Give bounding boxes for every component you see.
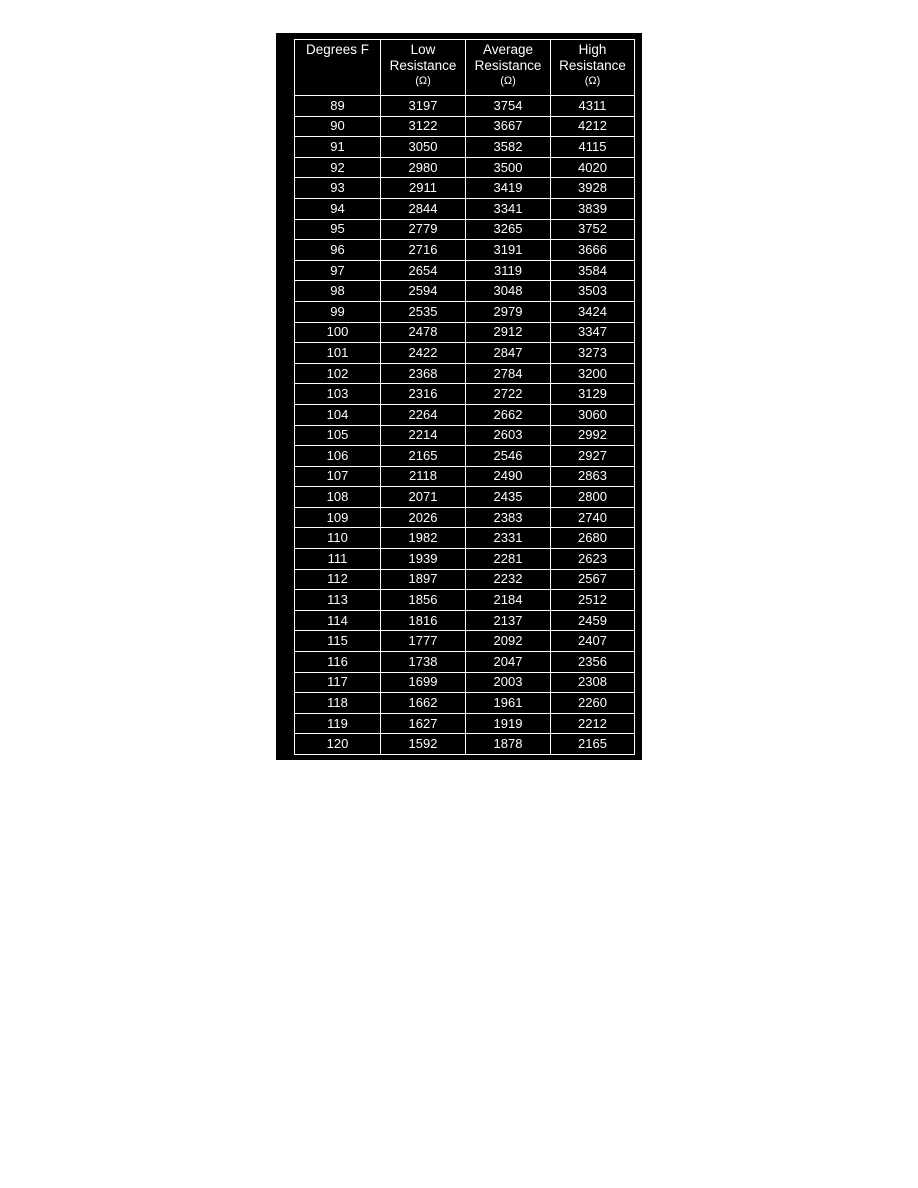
low-resistance-cell: 2264 bbox=[381, 404, 466, 425]
table-row bbox=[295, 157, 635, 178]
degrees-f-cell: 105 bbox=[295, 425, 381, 446]
degrees-f-cell: 118 bbox=[295, 693, 381, 714]
table-row bbox=[295, 507, 635, 528]
header-line1: High bbox=[578, 42, 607, 57]
degrees-f-cell: 99 bbox=[295, 301, 381, 322]
degrees-f-cell: 102 bbox=[295, 363, 381, 384]
average-resistance-cell: 1919 bbox=[466, 713, 551, 734]
high-resistance-cell: 2800 bbox=[551, 487, 635, 508]
table-row bbox=[295, 631, 635, 652]
average-resistance-cell: 1961 bbox=[466, 693, 551, 714]
high-resistance-cell: 2740 bbox=[551, 507, 635, 528]
header-unit: (Ω) bbox=[584, 75, 601, 87]
high-resistance-cell: 3273 bbox=[551, 343, 635, 364]
degrees-f-cell: 119 bbox=[295, 713, 381, 734]
table-row bbox=[295, 343, 635, 364]
header-unit: (Ω) bbox=[415, 75, 431, 87]
low-resistance-cell: 1897 bbox=[381, 569, 466, 590]
average-resistance-cell: 2047 bbox=[466, 652, 551, 673]
low-resistance-cell: 2165 bbox=[381, 446, 466, 467]
header-line1: Average bbox=[482, 42, 534, 57]
table-row bbox=[295, 219, 635, 240]
low-resistance-cell: 1816 bbox=[381, 610, 466, 631]
high-resistance-cell: 4311 bbox=[551, 96, 635, 117]
degrees-f-cell: 101 bbox=[295, 343, 381, 364]
average-resistance-cell: 2331 bbox=[466, 528, 551, 549]
table-row bbox=[295, 240, 635, 261]
high-resistance-cell: 2863 bbox=[551, 466, 635, 487]
degrees-f-cell: 93 bbox=[295, 178, 381, 199]
header-line2: Resistance bbox=[474, 58, 542, 73]
low-resistance-cell: 2535 bbox=[381, 301, 466, 322]
header-high-resistance bbox=[551, 40, 635, 96]
low-resistance-cell: 2316 bbox=[381, 384, 466, 405]
low-resistance-cell: 2911 bbox=[381, 178, 466, 199]
low-resistance-cell: 2026 bbox=[381, 507, 466, 528]
low-resistance-cell: 1699 bbox=[381, 672, 466, 693]
average-resistance-cell: 2490 bbox=[466, 466, 551, 487]
high-resistance-cell: 3928 bbox=[551, 178, 635, 199]
high-resistance-cell: 2623 bbox=[551, 549, 635, 570]
average-resistance-cell: 2979 bbox=[466, 301, 551, 322]
high-resistance-cell: 2459 bbox=[551, 610, 635, 631]
average-resistance-cell: 3500 bbox=[466, 157, 551, 178]
table-row bbox=[295, 363, 635, 384]
low-resistance-cell: 1939 bbox=[381, 549, 466, 570]
high-resistance-cell: 4020 bbox=[551, 157, 635, 178]
high-resistance-cell: 3503 bbox=[551, 281, 635, 302]
high-resistance-cell: 2356 bbox=[551, 652, 635, 673]
high-resistance-cell: 2992 bbox=[551, 425, 635, 446]
degrees-f-cell: 97 bbox=[295, 260, 381, 281]
header-degrees-f bbox=[295, 40, 381, 96]
table-row bbox=[295, 693, 635, 714]
average-resistance-cell: 2546 bbox=[466, 446, 551, 467]
degrees-f-cell: 104 bbox=[295, 404, 381, 425]
header-line1: Degrees F bbox=[305, 42, 370, 57]
table-row bbox=[295, 198, 635, 219]
average-resistance-cell: 2092 bbox=[466, 631, 551, 652]
header-unit: (Ω) bbox=[500, 75, 516, 87]
low-resistance-cell: 1856 bbox=[381, 590, 466, 611]
degrees-f-cell: 120 bbox=[295, 734, 381, 755]
low-resistance-cell: 1982 bbox=[381, 528, 466, 549]
table-row bbox=[295, 404, 635, 425]
low-resistance-cell: 2422 bbox=[381, 343, 466, 364]
table-row bbox=[295, 322, 635, 343]
low-resistance-cell: 3197 bbox=[381, 96, 466, 117]
degrees-f-cell: 95 bbox=[295, 219, 381, 240]
table-row bbox=[295, 466, 635, 487]
degrees-f-cell: 98 bbox=[295, 281, 381, 302]
degrees-f-cell: 90 bbox=[295, 116, 381, 137]
table-row bbox=[295, 301, 635, 322]
low-resistance-cell: 1592 bbox=[381, 734, 466, 755]
resistance-table-panel bbox=[276, 33, 642, 760]
table-row bbox=[295, 178, 635, 199]
average-resistance-cell: 1878 bbox=[466, 734, 551, 755]
degrees-f-cell: 108 bbox=[295, 487, 381, 508]
low-resistance-cell: 2214 bbox=[381, 425, 466, 446]
average-resistance-cell: 2003 bbox=[466, 672, 551, 693]
degrees-f-cell: 111 bbox=[295, 549, 381, 570]
table-row bbox=[295, 652, 635, 673]
average-resistance-cell: 2784 bbox=[466, 363, 551, 384]
degrees-f-cell: 116 bbox=[295, 652, 381, 673]
average-resistance-cell: 2383 bbox=[466, 507, 551, 528]
average-resistance-cell: 3048 bbox=[466, 281, 551, 302]
average-resistance-cell: 3754 bbox=[466, 96, 551, 117]
average-resistance-cell: 2232 bbox=[466, 569, 551, 590]
table-row bbox=[295, 713, 635, 734]
degrees-f-cell: 110 bbox=[295, 528, 381, 549]
degrees-f-cell: 112 bbox=[295, 569, 381, 590]
degrees-f-cell: 91 bbox=[295, 137, 381, 158]
table-row bbox=[295, 116, 635, 137]
average-resistance-cell: 3341 bbox=[466, 198, 551, 219]
average-resistance-cell: 2847 bbox=[466, 343, 551, 364]
header-line2: Resistance bbox=[389, 58, 457, 73]
degrees-f-cell: 92 bbox=[295, 157, 381, 178]
average-resistance-cell: 3191 bbox=[466, 240, 551, 261]
header-line2: Resistance bbox=[559, 58, 626, 73]
low-resistance-cell: 3122 bbox=[381, 116, 466, 137]
table-row bbox=[295, 734, 635, 755]
average-resistance-cell: 2435 bbox=[466, 487, 551, 508]
low-resistance-cell: 1777 bbox=[381, 631, 466, 652]
table-row bbox=[295, 610, 635, 631]
low-resistance-cell: 3050 bbox=[381, 137, 466, 158]
average-resistance-cell: 2603 bbox=[466, 425, 551, 446]
table-row bbox=[295, 528, 635, 549]
temperature-resistance-table bbox=[294, 39, 635, 755]
high-resistance-cell: 2407 bbox=[551, 631, 635, 652]
high-resistance-cell: 4212 bbox=[551, 116, 635, 137]
low-resistance-cell: 2368 bbox=[381, 363, 466, 384]
high-resistance-cell: 2567 bbox=[551, 569, 635, 590]
table-row bbox=[295, 446, 635, 467]
average-resistance-cell: 2912 bbox=[466, 322, 551, 343]
high-resistance-cell: 3666 bbox=[551, 240, 635, 261]
low-resistance-cell: 2118 bbox=[381, 466, 466, 487]
average-resistance-cell: 2722 bbox=[466, 384, 551, 405]
high-resistance-cell: 3424 bbox=[551, 301, 635, 322]
degrees-f-cell: 114 bbox=[295, 610, 381, 631]
low-resistance-cell: 2716 bbox=[381, 240, 466, 261]
high-resistance-cell: 3347 bbox=[551, 322, 635, 343]
header-line1: Low bbox=[410, 42, 436, 57]
degrees-f-cell: 100 bbox=[295, 322, 381, 343]
header-row bbox=[295, 40, 635, 96]
average-resistance-cell: 3582 bbox=[466, 137, 551, 158]
table-row bbox=[295, 384, 635, 405]
high-resistance-cell: 3129 bbox=[551, 384, 635, 405]
average-resistance-cell: 2184 bbox=[466, 590, 551, 611]
high-resistance-cell: 2927 bbox=[551, 446, 635, 467]
low-resistance-cell: 2654 bbox=[381, 260, 466, 281]
degrees-f-cell: 89 bbox=[295, 96, 381, 117]
header-low-resistance bbox=[381, 40, 466, 96]
table-row bbox=[295, 549, 635, 570]
table-row bbox=[295, 281, 635, 302]
average-resistance-cell: 2662 bbox=[466, 404, 551, 425]
table-row bbox=[295, 569, 635, 590]
degrees-f-cell: 106 bbox=[295, 446, 381, 467]
table-row bbox=[295, 425, 635, 446]
high-resistance-cell: 4115 bbox=[551, 137, 635, 158]
table-row bbox=[295, 590, 635, 611]
degrees-f-cell: 113 bbox=[295, 590, 381, 611]
low-resistance-cell: 1662 bbox=[381, 693, 466, 714]
header-average-resistance bbox=[466, 40, 551, 96]
high-resistance-cell: 2308 bbox=[551, 672, 635, 693]
high-resistance-cell: 2512 bbox=[551, 590, 635, 611]
high-resistance-cell: 2260 bbox=[551, 693, 635, 714]
average-resistance-cell: 3119 bbox=[466, 260, 551, 281]
high-resistance-cell: 2680 bbox=[551, 528, 635, 549]
table-header bbox=[295, 40, 635, 96]
degrees-f-cell: 107 bbox=[295, 466, 381, 487]
high-resistance-cell: 3060 bbox=[551, 404, 635, 425]
low-resistance-cell: 2071 bbox=[381, 487, 466, 508]
degrees-f-cell: 115 bbox=[295, 631, 381, 652]
low-resistance-cell: 2980 bbox=[381, 157, 466, 178]
low-resistance-cell: 2478 bbox=[381, 322, 466, 343]
table-row bbox=[295, 487, 635, 508]
table-body bbox=[295, 96, 635, 755]
average-resistance-cell: 3419 bbox=[466, 178, 551, 199]
table-row bbox=[295, 96, 635, 117]
average-resistance-cell: 3265 bbox=[466, 219, 551, 240]
degrees-f-cell: 117 bbox=[295, 672, 381, 693]
table-row bbox=[295, 260, 635, 281]
table-row bbox=[295, 672, 635, 693]
high-resistance-cell: 3584 bbox=[551, 260, 635, 281]
high-resistance-cell: 3839 bbox=[551, 198, 635, 219]
high-resistance-cell: 3200 bbox=[551, 363, 635, 384]
low-resistance-cell: 1738 bbox=[381, 652, 466, 673]
high-resistance-cell: 3752 bbox=[551, 219, 635, 240]
degrees-f-cell: 94 bbox=[295, 198, 381, 219]
average-resistance-cell: 3667 bbox=[466, 116, 551, 137]
low-resistance-cell: 2779 bbox=[381, 219, 466, 240]
degrees-f-cell: 103 bbox=[295, 384, 381, 405]
low-resistance-cell: 1627 bbox=[381, 713, 466, 734]
low-resistance-cell: 2844 bbox=[381, 198, 466, 219]
degrees-f-cell: 109 bbox=[295, 507, 381, 528]
table-row bbox=[295, 137, 635, 158]
high-resistance-cell: 2165 bbox=[551, 734, 635, 755]
average-resistance-cell: 2281 bbox=[466, 549, 551, 570]
low-resistance-cell: 2594 bbox=[381, 281, 466, 302]
degrees-f-cell: 96 bbox=[295, 240, 381, 261]
high-resistance-cell: 2212 bbox=[551, 713, 635, 734]
average-resistance-cell: 2137 bbox=[466, 610, 551, 631]
